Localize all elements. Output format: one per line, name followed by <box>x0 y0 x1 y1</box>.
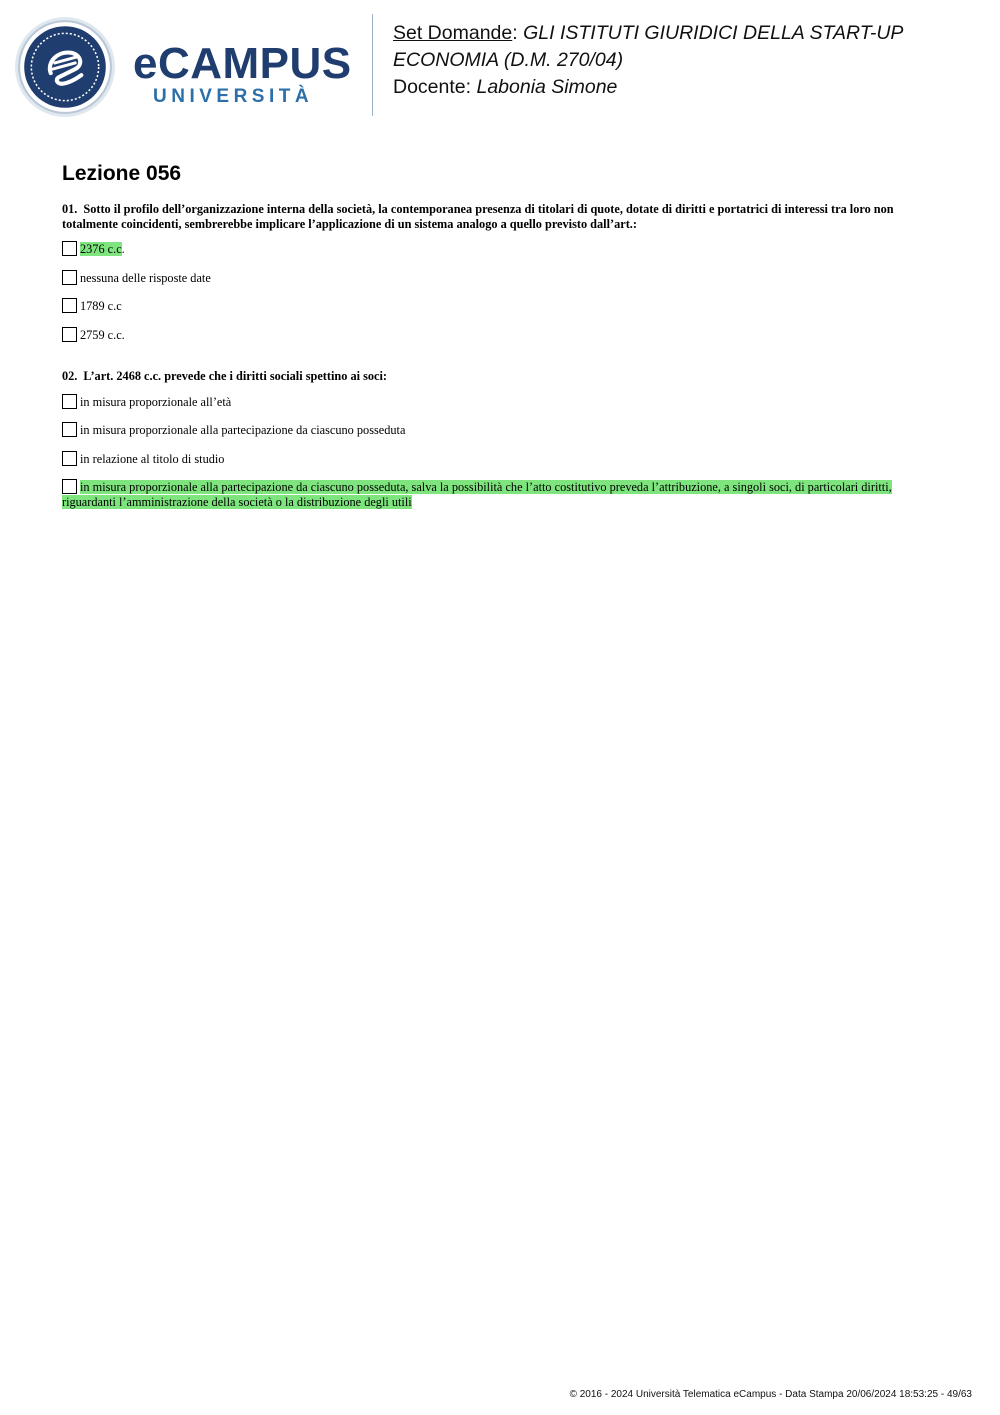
checkbox[interactable] <box>62 241 77 256</box>
brand-subtitle: UNIVERSITÀ <box>153 86 314 107</box>
question-block-2 <box>62 369 938 509</box>
set-title: GLI ISTITUTI GIURIDICI DELLA START-UP <box>523 22 904 44</box>
answer-option[interactable] <box>62 298 938 314</box>
answer-text: in misura proporzionale alla partecipazione da ciascuno posseduta <box>80 423 406 437</box>
checkbox[interactable] <box>62 270 77 285</box>
answer-text: in relazione al titolo di studio <box>80 451 225 466</box>
checkbox[interactable] <box>62 451 77 466</box>
answer-suffix: . <box>121 242 125 256</box>
answer-text: 1789 c.c <box>80 299 122 313</box>
set-title-line <box>393 20 973 47</box>
question-text <box>62 369 938 384</box>
question-body: L’art. 2468 c.c. prevede che i diritti sociali spettino ai soci: <box>83 369 387 383</box>
header-info <box>393 20 973 101</box>
answer-text: in misura proporzionale all’età <box>80 394 232 409</box>
brand-name: eCAMPUS <box>133 39 352 88</box>
set-title-line-2 <box>393 47 973 74</box>
answer-option[interactable] <box>62 451 938 467</box>
checkbox[interactable] <box>62 422 77 437</box>
teacher-line <box>393 74 973 101</box>
answer-option[interactable] <box>62 394 938 410</box>
question-block-1 <box>62 202 938 342</box>
question-body: Sotto il profilo dell’organizzazione interna della società, la contemporanea presenza di titolari di quote, dotate di diritti e portatrici di interessi tra loro non totalmente coincidenti, sembrerebbe implicare l’applicazione di un sistema analogo a quello previsto dall’art.: <box>62 202 894 231</box>
answer-option[interactable] <box>62 270 938 286</box>
answer-text-correct: in misura proporzionale alla partecipazione da ciascuno posseduta, salva la possibilità che l’atto costitutivo preveda l’attribuzione, a singoli soci, di particolari diritti, riguardanti l’amministrazione della società o la distribuzione degli utili <box>62 480 892 509</box>
header-divider <box>372 14 373 116</box>
answer-text: 2759 c.c. <box>80 327 125 342</box>
page-header <box>0 0 1000 130</box>
set-title-continued: ECONOMIA (D.M. 270/04) <box>393 49 624 71</box>
answer-option[interactable] <box>62 479 938 509</box>
set-separator: : <box>512 22 524 44</box>
set-label: Set Domande <box>393 22 513 44</box>
question-text <box>62 202 938 231</box>
answer-text: nessuna delle risposte date <box>80 270 211 285</box>
question-number: 02. <box>62 369 78 383</box>
lesson-title: Lezione 056 <box>62 162 182 185</box>
checkbox[interactable] <box>62 394 77 409</box>
ecampus-wordmark <box>133 40 358 112</box>
answer-text-correct: 2376 c.c <box>80 242 122 256</box>
question-number: 01. <box>62 202 78 216</box>
answer-option[interactable] <box>62 241 938 257</box>
answer-option[interactable] <box>62 327 938 343</box>
page-footer: © 2016 - 2024 Università Telematica eCampus - Data Stampa 20/06/2024 18:53:25 - 49/63 <box>569 1389 972 1400</box>
ecampus-seal-logo <box>14 16 116 118</box>
teacher-label: Docente: <box>393 76 477 98</box>
checkbox[interactable] <box>62 298 77 313</box>
teacher-name: Labonia Simone <box>476 76 618 98</box>
checkbox[interactable] <box>62 479 77 494</box>
main-content <box>62 160 938 522</box>
checkbox[interactable] <box>62 327 77 342</box>
spacer <box>62 355 938 369</box>
answer-option[interactable] <box>62 422 938 438</box>
